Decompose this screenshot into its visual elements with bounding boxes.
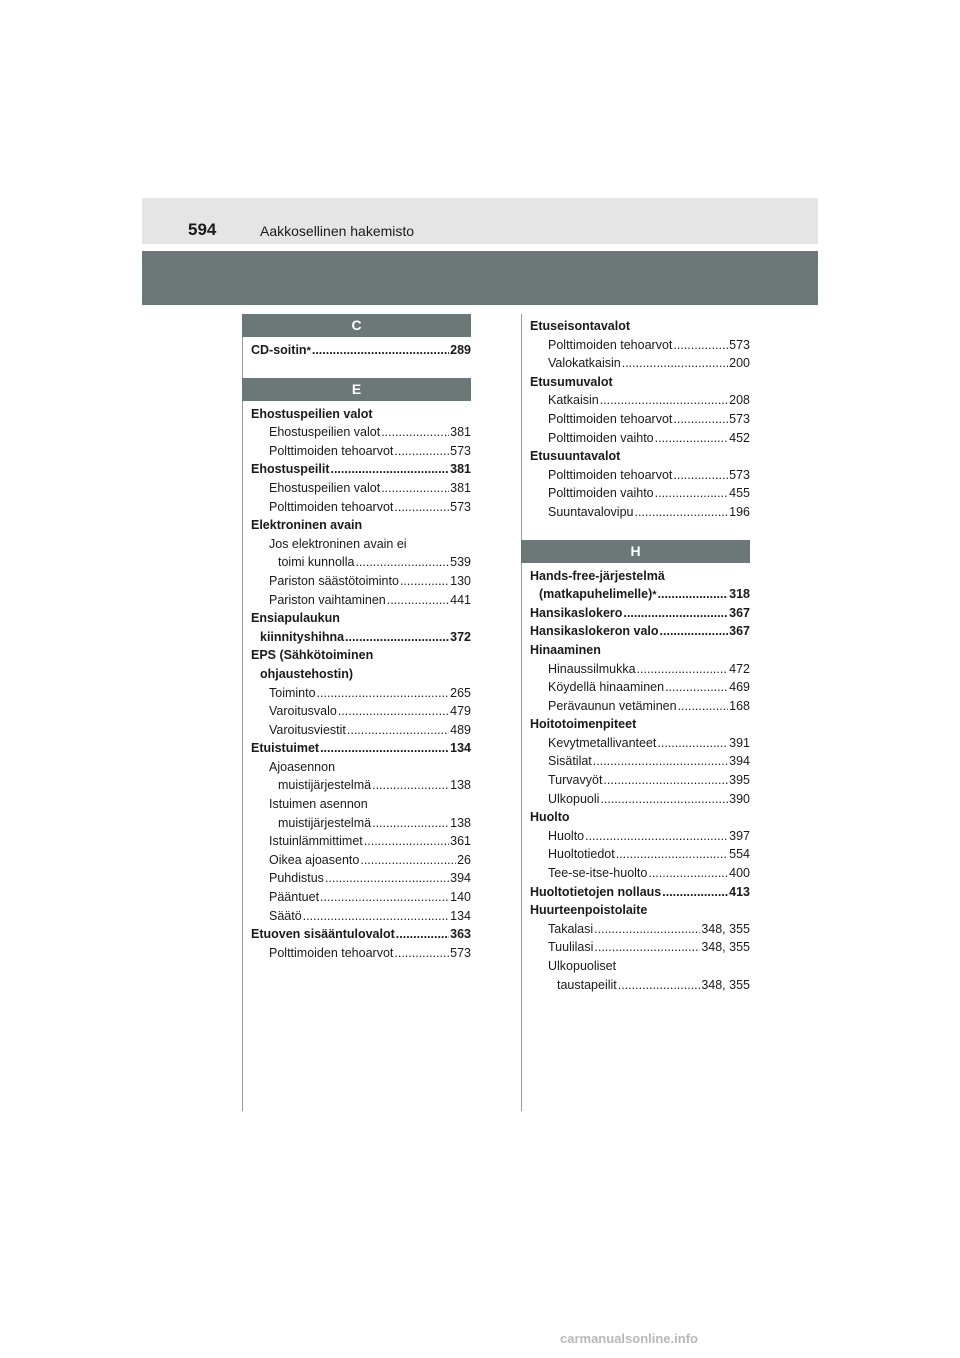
entry-term: Köydellä hinaaminen xyxy=(548,680,665,695)
index-entry xyxy=(521,678,750,697)
entry-term: Istuimen asennon xyxy=(269,797,368,812)
index-entry xyxy=(242,665,471,684)
entry-page-number: 168 xyxy=(729,698,750,713)
index-entry xyxy=(242,498,471,517)
dot-leader xyxy=(678,697,729,716)
index-entry xyxy=(521,715,750,734)
index-entry xyxy=(521,391,750,410)
index-entry xyxy=(242,758,471,777)
index-entry xyxy=(242,460,471,479)
entry-term: Hinaaminen xyxy=(530,642,601,657)
index-entry xyxy=(521,447,750,466)
index-entry xyxy=(242,553,471,572)
index-entry xyxy=(242,851,471,870)
dot-leader xyxy=(634,503,728,522)
entry-page-number: 318 xyxy=(729,587,750,602)
dot-leader xyxy=(648,864,728,883)
dot-leader xyxy=(394,442,449,461)
entry-page-number: 573 xyxy=(729,411,750,426)
entry-page-number: 138 xyxy=(450,815,471,830)
dot-leader xyxy=(594,920,700,939)
index-entry xyxy=(242,479,471,498)
entry-page-number: 489 xyxy=(450,722,471,737)
dot-leader xyxy=(317,684,450,703)
entry-term: Hansikaslokero xyxy=(530,605,623,620)
dot-leader xyxy=(665,678,728,697)
entry-term: Toiminto xyxy=(269,685,316,700)
dot-leader xyxy=(303,907,449,926)
entry-term: Tuulilasi xyxy=(548,940,594,955)
entry-term: Varoitusviestit xyxy=(269,722,346,737)
index-column-right xyxy=(521,317,750,994)
entry-term: Ulkopuoliset xyxy=(548,959,617,973)
entry-page-number: 394 xyxy=(729,754,750,769)
dot-leader xyxy=(603,771,728,790)
index-entry xyxy=(242,684,471,703)
entry-term: EPS (Sähkötoiminen xyxy=(251,648,374,663)
index-entry xyxy=(242,721,471,740)
entry-term: Ulkopuoli xyxy=(548,791,600,806)
entry-term: Polttimoiden tehoarvot xyxy=(548,411,673,426)
entry-page-number: 289 xyxy=(450,343,471,357)
entry-page-number: 479 xyxy=(450,704,471,719)
dot-leader xyxy=(355,553,449,572)
entry-page-number: 394 xyxy=(450,871,471,886)
dot-leader xyxy=(381,479,449,498)
index-entry xyxy=(521,604,750,623)
entry-term: Polttimoiden tehoarvot xyxy=(548,467,673,482)
dot-leader xyxy=(600,790,728,809)
entry-page-number: 573 xyxy=(729,337,750,352)
entry-term: Pariston vaihtaminen xyxy=(269,592,386,607)
entry-page-number: 455 xyxy=(729,486,750,501)
dot-leader xyxy=(400,572,449,591)
entry-page-number: 573 xyxy=(729,467,750,482)
entry-page-number: 348, 355 xyxy=(701,977,750,992)
index-entry xyxy=(521,938,750,957)
entry-page-number: 138 xyxy=(450,778,471,793)
entry-term: Ehostuspeilit xyxy=(251,462,330,477)
index-entry xyxy=(521,484,750,503)
dot-leader xyxy=(345,628,449,647)
index-column-left xyxy=(242,314,471,962)
entry-term: Polttimoiden tehoarvot xyxy=(269,443,394,458)
dot-leader xyxy=(673,410,728,429)
index-entry xyxy=(521,336,750,355)
entry-page-number: 573 xyxy=(450,499,471,514)
dot-leader xyxy=(637,660,729,679)
entry-term: Huoltotietojen nollaus xyxy=(530,884,662,899)
index-entry xyxy=(242,832,471,851)
index-entry xyxy=(521,734,750,753)
index-entry xyxy=(521,845,750,864)
dot-leader xyxy=(394,498,449,517)
index-entry xyxy=(521,920,750,939)
page-title: Aakkosellinen hakemisto xyxy=(260,223,415,239)
section-header-e: E xyxy=(242,378,471,401)
index-entry xyxy=(242,907,471,926)
index-entry xyxy=(242,944,471,963)
dot-leader xyxy=(364,832,449,851)
entry-page-number: 130 xyxy=(450,573,471,588)
entry-term: Polttimoiden vaihto xyxy=(548,430,654,445)
entry-term: Huolto xyxy=(548,828,585,843)
page-header xyxy=(142,198,818,244)
index-entry xyxy=(521,466,750,485)
index-entry xyxy=(242,572,471,591)
entry-term: Huurteenpoistolaite xyxy=(530,903,648,918)
index-entry xyxy=(242,888,471,907)
index-entry xyxy=(242,925,471,944)
entry-term: Ehostuspeilien valot xyxy=(269,425,381,440)
index-entry xyxy=(242,609,471,628)
entry-term: Huoltotiedot xyxy=(548,847,615,862)
entry-page-number: 196 xyxy=(729,504,750,519)
entry-page-number: 367 xyxy=(729,605,750,620)
dot-leader xyxy=(325,869,449,888)
dot-leader xyxy=(338,702,449,721)
index-entry xyxy=(521,641,750,660)
index-entry: CD-soitin * ..... 289 xyxy=(242,341,471,360)
index-entry xyxy=(521,883,750,902)
entry-page-number: 573 xyxy=(450,945,471,960)
entry-page-number: 381 xyxy=(450,462,471,477)
section-header-h: H xyxy=(521,540,750,563)
entry-term: Ajoasennon xyxy=(269,759,336,774)
entry-term: Suuntavalovipu xyxy=(548,504,634,519)
entry-term: Etusuuntavalot xyxy=(530,449,621,464)
entry-term: Takalasi xyxy=(548,921,594,936)
entry-term: ohjaustehostin) xyxy=(260,666,354,681)
index-entry xyxy=(521,567,750,586)
index-entry xyxy=(521,901,750,920)
dot-leader xyxy=(673,336,728,355)
entry-page-number: 134 xyxy=(450,741,471,756)
entry-term: taustapeilit xyxy=(557,977,617,992)
index-entry xyxy=(521,697,750,716)
entry-term: kiinnityshihna xyxy=(260,629,345,644)
index-entry xyxy=(521,864,750,883)
entry-page-number: 140 xyxy=(450,890,471,905)
entry-page-number: 539 xyxy=(450,555,471,570)
entry-term: Etusumuvalot xyxy=(530,374,613,389)
dot-leader xyxy=(660,622,729,641)
dot-leader xyxy=(396,925,449,944)
entry-page-number: 381 xyxy=(450,425,471,440)
section-header-c: C xyxy=(242,314,471,337)
entry-term: Polttimoiden tehoarvot xyxy=(548,337,673,352)
dot-leader xyxy=(360,851,456,870)
entry-term: Perävaunun vetäminen xyxy=(548,698,677,713)
page-number: 594 xyxy=(188,220,217,239)
index-entry xyxy=(242,405,471,424)
entry-term: toimi kunnolla xyxy=(278,555,355,570)
index-entry: (matkapuhelimelle) * ..... 318 xyxy=(521,585,750,604)
entry-page-number: 554 xyxy=(729,847,750,862)
index-entry xyxy=(242,423,471,442)
entry-term: Puhdistus xyxy=(269,871,324,886)
entry-term: Etuistuimet xyxy=(251,741,320,756)
dot-leader xyxy=(600,391,728,410)
entry-term: Polttimoiden tehoarvot xyxy=(269,945,394,960)
entry-term: Säätö xyxy=(269,908,302,923)
entry-term: Katkaisin xyxy=(548,393,599,408)
index-entry xyxy=(521,976,750,995)
index-entry xyxy=(521,771,750,790)
entry-page-number: 348, 355 xyxy=(701,921,750,936)
dot-leader xyxy=(618,976,701,995)
entry-term: Etuseisontavalot xyxy=(530,319,631,333)
entry-term: Hansikaslokeron valo xyxy=(530,624,659,639)
index-entry xyxy=(242,702,471,721)
entry-page-number: 472 xyxy=(729,661,750,676)
index-entry xyxy=(521,957,750,976)
entry-page-number: 208 xyxy=(729,393,750,408)
index-entry xyxy=(521,317,750,336)
entry-page-number: 390 xyxy=(729,791,750,806)
header-band xyxy=(142,251,818,305)
entry-page-number: 348, 355 xyxy=(701,940,750,955)
entry-term: Hands-free-järjestelmä xyxy=(530,568,665,583)
dot-leader xyxy=(655,484,729,503)
index-entry xyxy=(521,790,750,809)
entry-term: Oikea ajoasento xyxy=(269,852,360,867)
entry-term: Turvavyöt xyxy=(548,773,603,788)
dot-leader xyxy=(312,341,449,360)
dot-leader xyxy=(593,752,728,771)
index-entry xyxy=(242,739,471,758)
index-entry xyxy=(242,442,471,461)
index-entry xyxy=(521,373,750,392)
entry-page-number: 265 xyxy=(450,685,471,700)
dot-leader xyxy=(347,721,449,740)
dot-leader xyxy=(673,466,728,485)
entry-term: Tee-se-itse-huolto xyxy=(548,866,648,881)
entry-page-number: 363 xyxy=(450,927,471,942)
index-entry xyxy=(242,776,471,795)
dot-leader xyxy=(662,883,728,902)
index-entry xyxy=(242,535,471,554)
dot-leader xyxy=(320,739,449,758)
entry-term: muistijärjestelmä xyxy=(278,815,372,830)
entry-page-number: 469 xyxy=(729,680,750,695)
entry-term: Ensiapulaukun xyxy=(251,611,340,626)
entry-term: Kevytmetallivanteet xyxy=(548,735,657,750)
dot-leader xyxy=(585,827,728,846)
dot-leader xyxy=(658,585,729,604)
entry-term: Etuoven sisääntulovalot xyxy=(251,927,395,942)
entry-term: Sisätilat xyxy=(548,754,592,769)
entry-term: Valokatkaisin xyxy=(548,356,621,371)
entry-page-number: 400 xyxy=(729,866,750,881)
entry-term: muistijärjestelmä xyxy=(278,778,372,793)
dot-leader xyxy=(381,423,449,442)
entry-page-number: 372 xyxy=(450,629,471,644)
index-entry xyxy=(242,814,471,833)
index-entry xyxy=(521,622,750,641)
entry-term: Hinaussilmukka xyxy=(548,661,636,676)
index-entry xyxy=(521,808,750,827)
entry-page-number: 413 xyxy=(729,884,750,899)
entry-term: Polttimoiden vaihto xyxy=(548,486,654,501)
dot-leader xyxy=(657,734,728,753)
entry-term: Polttimoiden tehoarvot xyxy=(269,499,394,514)
entry-page-number: 573 xyxy=(450,443,471,458)
entry-term: Pariston säästötoiminto xyxy=(269,573,399,588)
entry-page-number: 200 xyxy=(729,356,750,371)
entry-page-number: 391 xyxy=(729,735,750,750)
index-entry xyxy=(242,591,471,610)
entry-page-number: 367 xyxy=(729,624,750,639)
entry-term: Pääntuet xyxy=(269,890,320,905)
dot-leader xyxy=(616,845,728,864)
entry-term: Varoitusvalo xyxy=(269,704,337,719)
index-entry xyxy=(521,752,750,771)
dot-leader xyxy=(394,944,449,963)
index-entry xyxy=(242,646,471,665)
index-entry xyxy=(521,429,750,448)
entry-page-number: 452 xyxy=(729,430,750,445)
index-entry xyxy=(521,503,750,522)
entry-term: Elektroninen avain xyxy=(251,518,363,533)
entry-page-number: 134 xyxy=(450,908,471,923)
entry-page-number: 361 xyxy=(450,834,471,849)
entry-term: (matkapuhelimelle) xyxy=(539,587,653,602)
entry-page-number: 381 xyxy=(450,480,471,495)
entry-term: Istuinlämmittimet xyxy=(269,834,363,849)
dot-leader xyxy=(655,429,729,448)
index-entry xyxy=(242,516,471,535)
dot-leader xyxy=(330,460,449,479)
index-entry xyxy=(521,827,750,846)
entry-term: Huolto xyxy=(530,810,570,825)
dot-leader xyxy=(372,776,449,795)
entry-term: Hoitotoimenpiteet xyxy=(530,717,637,732)
entry-page-number: 441 xyxy=(450,592,471,607)
entry-term: Ehostuspeilien valot xyxy=(251,406,373,421)
index-entry xyxy=(521,410,750,429)
entry-term: CD-soitin xyxy=(251,343,307,357)
entry-term: Jos elektroninen avain ei xyxy=(269,536,407,551)
entry-term: Ehostuspeilien valot xyxy=(269,480,381,495)
entry-page-number: 395 xyxy=(729,773,750,788)
dot-leader xyxy=(594,938,700,957)
index-entry xyxy=(242,628,471,647)
watermark: carmanualsonline.info xyxy=(560,1331,698,1346)
index-entry xyxy=(521,660,750,679)
dot-leader xyxy=(372,814,449,833)
entry-page-number: 26 xyxy=(457,852,471,867)
index-entry xyxy=(521,354,750,373)
dot-leader xyxy=(622,354,728,373)
dot-leader xyxy=(320,888,449,907)
dot-leader xyxy=(387,591,449,610)
index-entry xyxy=(242,795,471,814)
index-entry xyxy=(242,869,471,888)
entry-page-number: 397 xyxy=(729,828,750,843)
dot-leader xyxy=(623,604,728,623)
